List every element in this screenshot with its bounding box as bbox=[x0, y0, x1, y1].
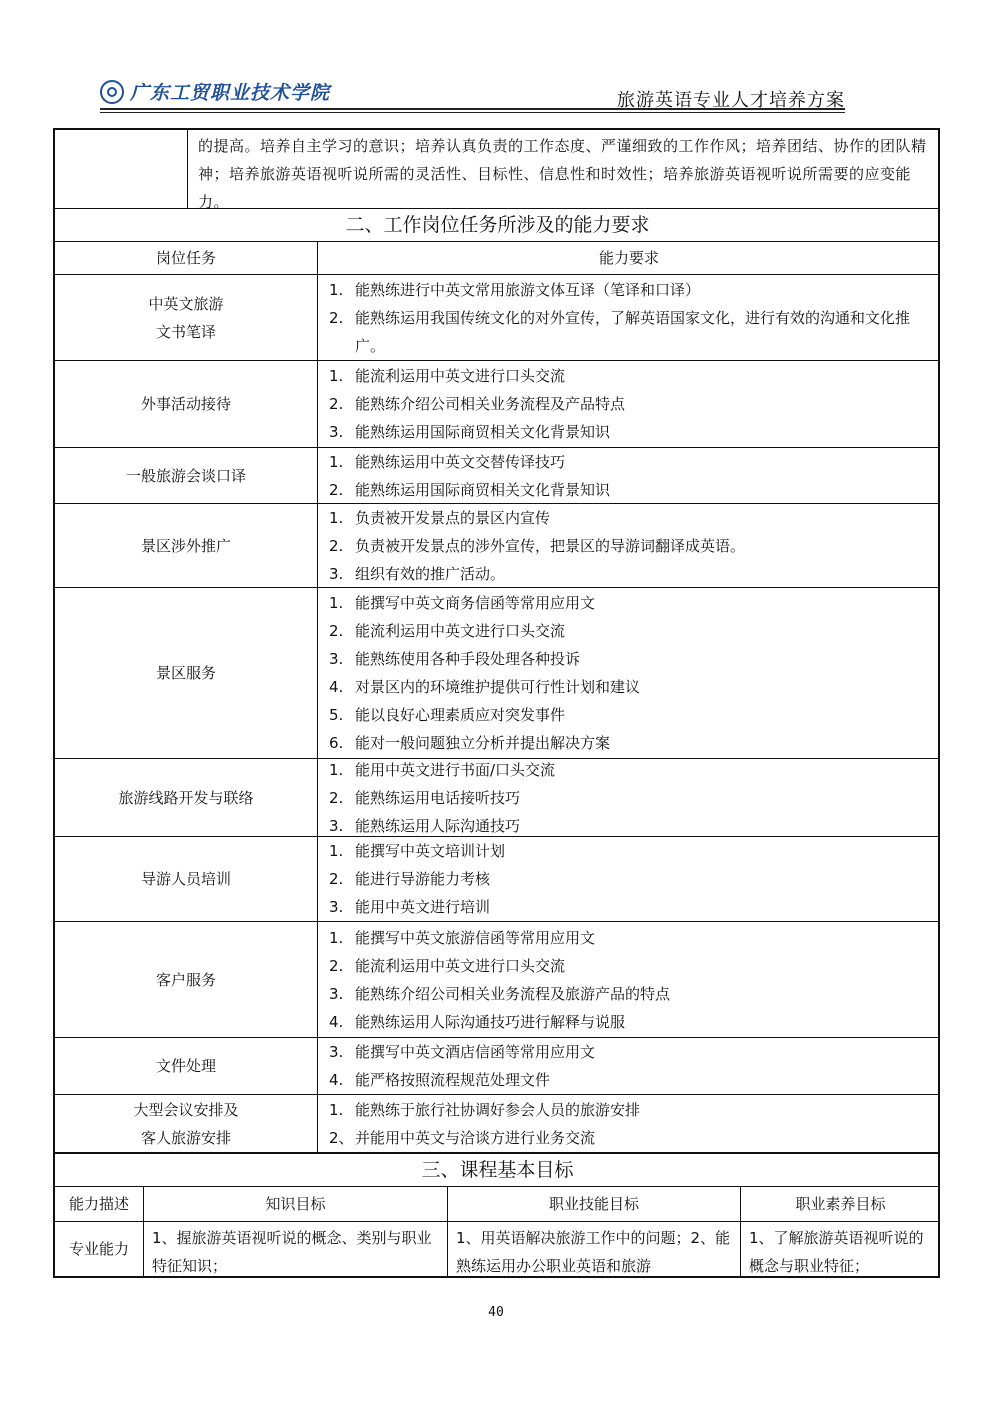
task-label: 大型会议安排及 bbox=[133, 1100, 239, 1119]
col-divider bbox=[740, 1187, 741, 1276]
requirement-number: 2. bbox=[329, 622, 344, 640]
requirement-number: 2. bbox=[329, 956, 344, 975]
requirement-text: 能用中英文进行培训 bbox=[355, 898, 491, 916]
requirement-list bbox=[318, 759, 940, 836]
task-cell bbox=[55, 448, 317, 503]
requirement-text: 能熟练介绍公司相关业务流程及产品特点 bbox=[355, 395, 626, 413]
task-label: 文书笔译 bbox=[155, 322, 216, 341]
requirement-number: 1. bbox=[329, 367, 344, 385]
requirement-number: 1. bbox=[329, 280, 344, 299]
requirement-item bbox=[329, 617, 932, 645]
requirement-text: 对景区内的环境维护提供可行性计划和建议 bbox=[355, 678, 641, 696]
requirement-text: 能熟练运用国际商贸相关文化背景知识 bbox=[355, 423, 611, 441]
intro-divider bbox=[187, 130, 188, 208]
requirement-list bbox=[318, 837, 940, 921]
requirement-number: 3. bbox=[329, 898, 344, 916]
requirement-item bbox=[329, 476, 932, 504]
requirement-text: 能流利运用中英文进行口头交流 bbox=[355, 622, 566, 640]
school-seal-icon bbox=[100, 80, 124, 104]
requirement-text: 负责被开发景点的涉外宣传，把景区的导游词翻译成英语。 bbox=[355, 536, 746, 555]
requirement-item bbox=[329, 784, 932, 812]
requirement-item bbox=[329, 276, 932, 304]
task-label: 一般旅游会谈口译 bbox=[125, 466, 246, 485]
section-2-title: 二、工作岗位任务所涉及的能力要求 bbox=[345, 214, 650, 236]
task-label: 客户服务 bbox=[155, 970, 216, 989]
requirement-text: 能熟练运用国际商贸相关文化背景知识 bbox=[355, 480, 611, 499]
requirement-number: 3. bbox=[329, 1043, 344, 1061]
column-header-task: 岗位任务 bbox=[155, 249, 216, 267]
requirement-number: 4. bbox=[329, 1071, 344, 1089]
skill-goal: 1、用英语解决旅游工作中的问题；2、能熟练运用办公职业英语和旅游 bbox=[456, 1229, 731, 1275]
requirement-item bbox=[329, 673, 932, 701]
task-cell bbox=[55, 837, 317, 921]
requirement-text: 能进行导游能力考核 bbox=[355, 870, 491, 888]
requirement-item bbox=[329, 924, 932, 952]
requirement-item bbox=[329, 532, 932, 560]
requirement-item bbox=[329, 701, 932, 729]
requirement-number: 6. bbox=[329, 734, 344, 752]
requirement-item bbox=[329, 1066, 932, 1094]
requirement-number: 2. bbox=[329, 480, 344, 499]
requirement-number: 3. bbox=[329, 564, 344, 583]
column-header-requirement: 能力要求 bbox=[598, 249, 659, 267]
page-header bbox=[100, 72, 845, 110]
requirement-number: 2. bbox=[329, 788, 344, 807]
requirement-number: 2. bbox=[329, 536, 344, 555]
intro-text: 的提高。培养自主学习的意识；培养认真负责的工作态度、严谨细致的工作作风；培养团结、协作的团队精神；培养旅游英语视听说所需的灵活性、目标性、信息性和时效性；培养旅游英语视听说所需要的应变能力。 bbox=[198, 137, 927, 211]
requirement-item bbox=[329, 729, 932, 757]
requirement-text: 能撰写中英文酒店信函等常用应用文 bbox=[355, 1043, 596, 1061]
col-divider bbox=[317, 242, 318, 1153]
requirement-item bbox=[329, 390, 932, 418]
task-label: 景区涉外推广 bbox=[140, 536, 231, 555]
col-divider bbox=[447, 1187, 448, 1276]
col-divider bbox=[143, 1187, 144, 1276]
document-title: 旅游英语专业人才培养方案 bbox=[617, 90, 845, 111]
task-cell bbox=[55, 504, 317, 587]
requirement-item bbox=[329, 837, 932, 865]
requirement-number: 4. bbox=[329, 678, 344, 696]
requirement-text: 能流利运用中英文进行口头交流 bbox=[355, 367, 566, 385]
section-3-title: 三、课程基本目标 bbox=[421, 1159, 574, 1181]
requirement-list bbox=[318, 275, 940, 360]
requirement-number: 2. bbox=[329, 308, 344, 327]
task-label: 景区服务 bbox=[155, 664, 216, 682]
requirement-item bbox=[329, 1038, 932, 1066]
requirement-text: 负责被开发景点的景区内宣传 bbox=[355, 508, 551, 527]
task-label: 外事活动接待 bbox=[140, 395, 231, 413]
requirement-text: 能熟练运用人际沟通技巧进行解释与说服 bbox=[355, 1012, 626, 1031]
requirement-item bbox=[329, 448, 932, 476]
requirement-item bbox=[329, 418, 932, 446]
quality-goal: 1、了解旅游英语视听说的概念与职业特征； bbox=[749, 1229, 924, 1275]
requirement-text: 能熟练使用各种手段处理各种投诉 bbox=[355, 650, 581, 668]
requirement-number: 2、 bbox=[329, 1128, 354, 1147]
requirement-list bbox=[318, 504, 940, 587]
page-number: 40 bbox=[488, 1305, 504, 1320]
row-label-professional: 专业能力 bbox=[68, 1240, 129, 1258]
requirement-number: 1. bbox=[329, 760, 344, 779]
requirement-number: 1. bbox=[329, 508, 344, 527]
task-cell bbox=[55, 361, 317, 447]
requirement-number: 3. bbox=[329, 423, 344, 441]
requirement-list bbox=[318, 448, 940, 503]
requirement-text: 组织有效的推广活动。 bbox=[355, 564, 506, 583]
header-knowledge: 知识目标 bbox=[265, 1195, 326, 1213]
requirement-item bbox=[329, 645, 932, 673]
task-label: 中英文旅游 bbox=[148, 294, 224, 313]
header-rule-thin bbox=[100, 112, 845, 113]
header-ability: 能力描述 bbox=[68, 1195, 129, 1213]
requirement-number: 3. bbox=[329, 650, 344, 668]
requirement-item bbox=[329, 756, 932, 784]
task-label: 导游人员培训 bbox=[140, 870, 231, 888]
requirement-text: 能撰写中英文培训计划 bbox=[355, 842, 506, 860]
requirement-list bbox=[318, 361, 940, 447]
task-cell bbox=[55, 1038, 317, 1094]
requirement-item bbox=[329, 362, 932, 390]
requirement-list bbox=[318, 1095, 940, 1152]
requirement-text: 能熟练运用我国传统文化的对外宣传，了解英语国家文化，进行有效的沟通和文化推广。 bbox=[355, 308, 911, 355]
requirement-text: 能撰写中英文旅游信函等常用应用文 bbox=[355, 928, 596, 947]
task-cell bbox=[55, 275, 317, 360]
requirement-item bbox=[329, 1124, 932, 1152]
requirement-item bbox=[329, 560, 932, 588]
requirement-item bbox=[329, 504, 932, 532]
requirement-number: 3. bbox=[329, 816, 344, 835]
requirement-text: 能以良好心理素质应对突发事件 bbox=[355, 706, 566, 724]
requirement-item bbox=[329, 1008, 932, 1036]
requirement-number: 1. bbox=[329, 928, 344, 947]
header-rule bbox=[100, 108, 845, 110]
requirement-list bbox=[318, 1038, 940, 1094]
requirement-text: 能严格按照流程规范处理文件 bbox=[355, 1071, 551, 1089]
task-cell bbox=[55, 588, 317, 758]
school-name: 广东工贸职业技术学院 bbox=[130, 82, 331, 104]
requirement-number: 2. bbox=[329, 395, 344, 413]
task-label: 客人旅游安排 bbox=[140, 1128, 231, 1147]
requirement-number: 1. bbox=[329, 842, 344, 860]
requirement-number: 1. bbox=[329, 1100, 344, 1119]
header-quality: 职业素养目标 bbox=[795, 1195, 886, 1213]
requirement-text: 能熟练介绍公司相关业务流程及旅游产品的特点 bbox=[355, 984, 671, 1003]
requirement-text: 能用中英文进行书面/口头交流 bbox=[355, 760, 556, 779]
requirement-number: 3. bbox=[329, 984, 344, 1003]
requirement-text: 能熟练于旅行社协调好参会人员的旅游安排 bbox=[355, 1100, 641, 1119]
requirement-list bbox=[318, 922, 940, 1037]
task-cell bbox=[55, 922, 317, 1037]
task-label: 文件处理 bbox=[155, 1057, 216, 1075]
requirement-number: 4. bbox=[329, 1012, 344, 1031]
requirement-item bbox=[329, 589, 932, 617]
requirement-item bbox=[329, 952, 932, 980]
requirement-item bbox=[329, 893, 932, 921]
requirement-item bbox=[329, 865, 932, 893]
task-cell bbox=[55, 1095, 317, 1152]
requirement-text: 能撰写中英文商务信函等常用应用文 bbox=[355, 594, 596, 612]
requirement-text: 能熟练进行中英文常用旅游文体互译（笔译和口译） bbox=[355, 280, 701, 299]
requirement-text: 能熟练运用电话接听技巧 bbox=[355, 788, 521, 807]
knowledge-goal: 1、握旅游英语视听说的概念、类别与职业特征知识； bbox=[152, 1229, 432, 1275]
school-logo bbox=[100, 78, 330, 105]
requirement-text: 并能用中英文与洽谈方进行业务交流 bbox=[355, 1128, 596, 1147]
requirement-number: 1. bbox=[329, 594, 344, 612]
requirement-number: 2. bbox=[329, 870, 344, 888]
requirement-number: 1. bbox=[329, 452, 344, 471]
requirement-text: 能熟练运用中英文交替传译技巧 bbox=[355, 452, 566, 471]
requirement-text: 能流利运用中英文进行口头交流 bbox=[355, 956, 566, 975]
task-label: 旅游线路开发与联络 bbox=[118, 788, 254, 807]
requirement-number: 5. bbox=[329, 706, 344, 724]
task-cell bbox=[55, 759, 317, 836]
requirement-item bbox=[329, 1096, 932, 1124]
main-table bbox=[53, 128, 940, 1278]
requirement-item bbox=[329, 980, 932, 1008]
requirement-item bbox=[329, 304, 932, 360]
requirement-text: 能对一般问题独立分析并提出解决方案 bbox=[355, 734, 611, 752]
requirement-list bbox=[318, 588, 940, 758]
header-skill: 职业技能目标 bbox=[548, 1195, 639, 1213]
requirement-text: 能熟练运用人际沟通技巧 bbox=[355, 816, 521, 835]
